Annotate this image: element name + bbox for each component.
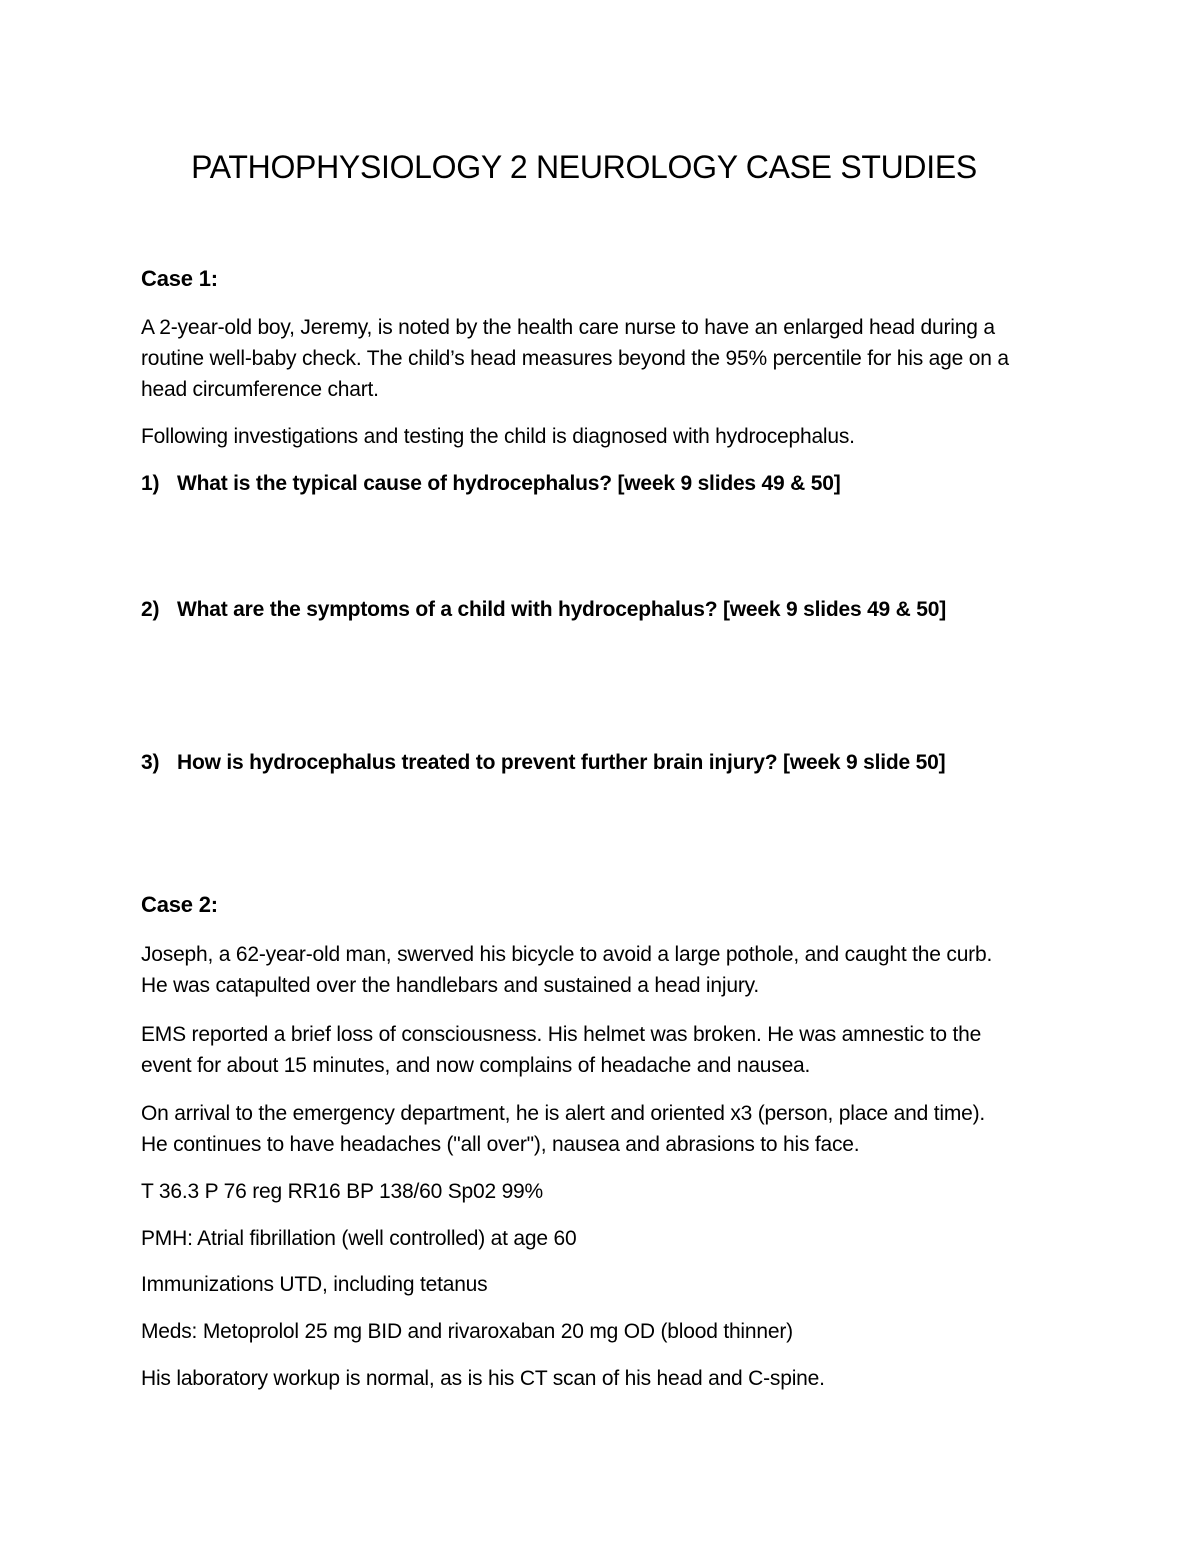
question-text: What are the symptoms of a child with hydrocephalus? [week 9 slides 49 & 50] — [177, 598, 947, 621]
case-1-paragraph-line: A 2-year-old boy, Jeremy, is noted by the health care nurse to have an enlarged head during a — [141, 316, 995, 339]
past-medical-history: PMH: Atrial fibrillation (well controlled) at age 60 — [141, 1227, 577, 1250]
case-2-paragraph-line: He was catapulted over the handlebars and sustained a head injury. — [141, 974, 759, 997]
question-1 — [141, 471, 841, 497]
vital-signs: T 36.3 P 76 reg RR16 BP 138/60 Sp02 99% — [141, 1180, 543, 1203]
case-2-paragraph-line: Joseph, a 62-year-old man, swerved his bicycle to avoid a large pothole, and caught the curb. — [141, 943, 993, 966]
case-1-diagnosis-paragraph: Following investigations and testing the child is diagnosed with hydrocephalus. — [141, 425, 855, 448]
question-text: What is the typical cause of hydrocephalus? [week 9 slides 49 & 50] — [177, 472, 841, 495]
case-1-heading: Case 1: — [141, 266, 218, 291]
case-1-paragraph-line: head circumference chart. — [141, 378, 379, 401]
question-number: 3) — [141, 751, 160, 774]
question-number: 1) — [141, 472, 160, 495]
document-title: PATHOPHYSIOLOGY 2 NEUROLOGY CASE STUDIES — [191, 149, 977, 185]
question-number: 2) — [141, 598, 160, 621]
laboratory-results: His laboratory workup is normal, as is his CT scan of his head and C-spine. — [141, 1367, 825, 1390]
case-2-paragraph-line: event for about 15 minutes, and now complains of headache and nausea. — [141, 1054, 811, 1077]
case-2-paragraph-line: EMS reported a brief loss of consciousness. His helmet was broken. He was amnestic to the — [141, 1023, 982, 1046]
case-1-paragraph-line: routine well-baby check. The child’s head measures beyond the 95% percentile for his age on a — [141, 347, 1009, 370]
case-2-paragraph-line: He continues to have headaches ("all over"), nausea and abrasions to his face. — [141, 1133, 860, 1156]
medications: Meds: Metoprolol 25 mg BID and rivaroxaban 20 mg OD (blood thinner) — [141, 1320, 793, 1343]
question-3 — [141, 750, 945, 776]
case-2-heading: Case 2: — [141, 892, 218, 917]
case-2-paragraph-line: On arrival to the emergency department, he is alert and oriented x3 (person, place and time). — [141, 1102, 986, 1125]
immunizations: Immunizations UTD, including tetanus — [141, 1273, 488, 1296]
question-text: How is hydrocephalus treated to prevent further brain injury? [week 9 slide 50] — [177, 751, 946, 774]
question-2 — [141, 597, 946, 623]
